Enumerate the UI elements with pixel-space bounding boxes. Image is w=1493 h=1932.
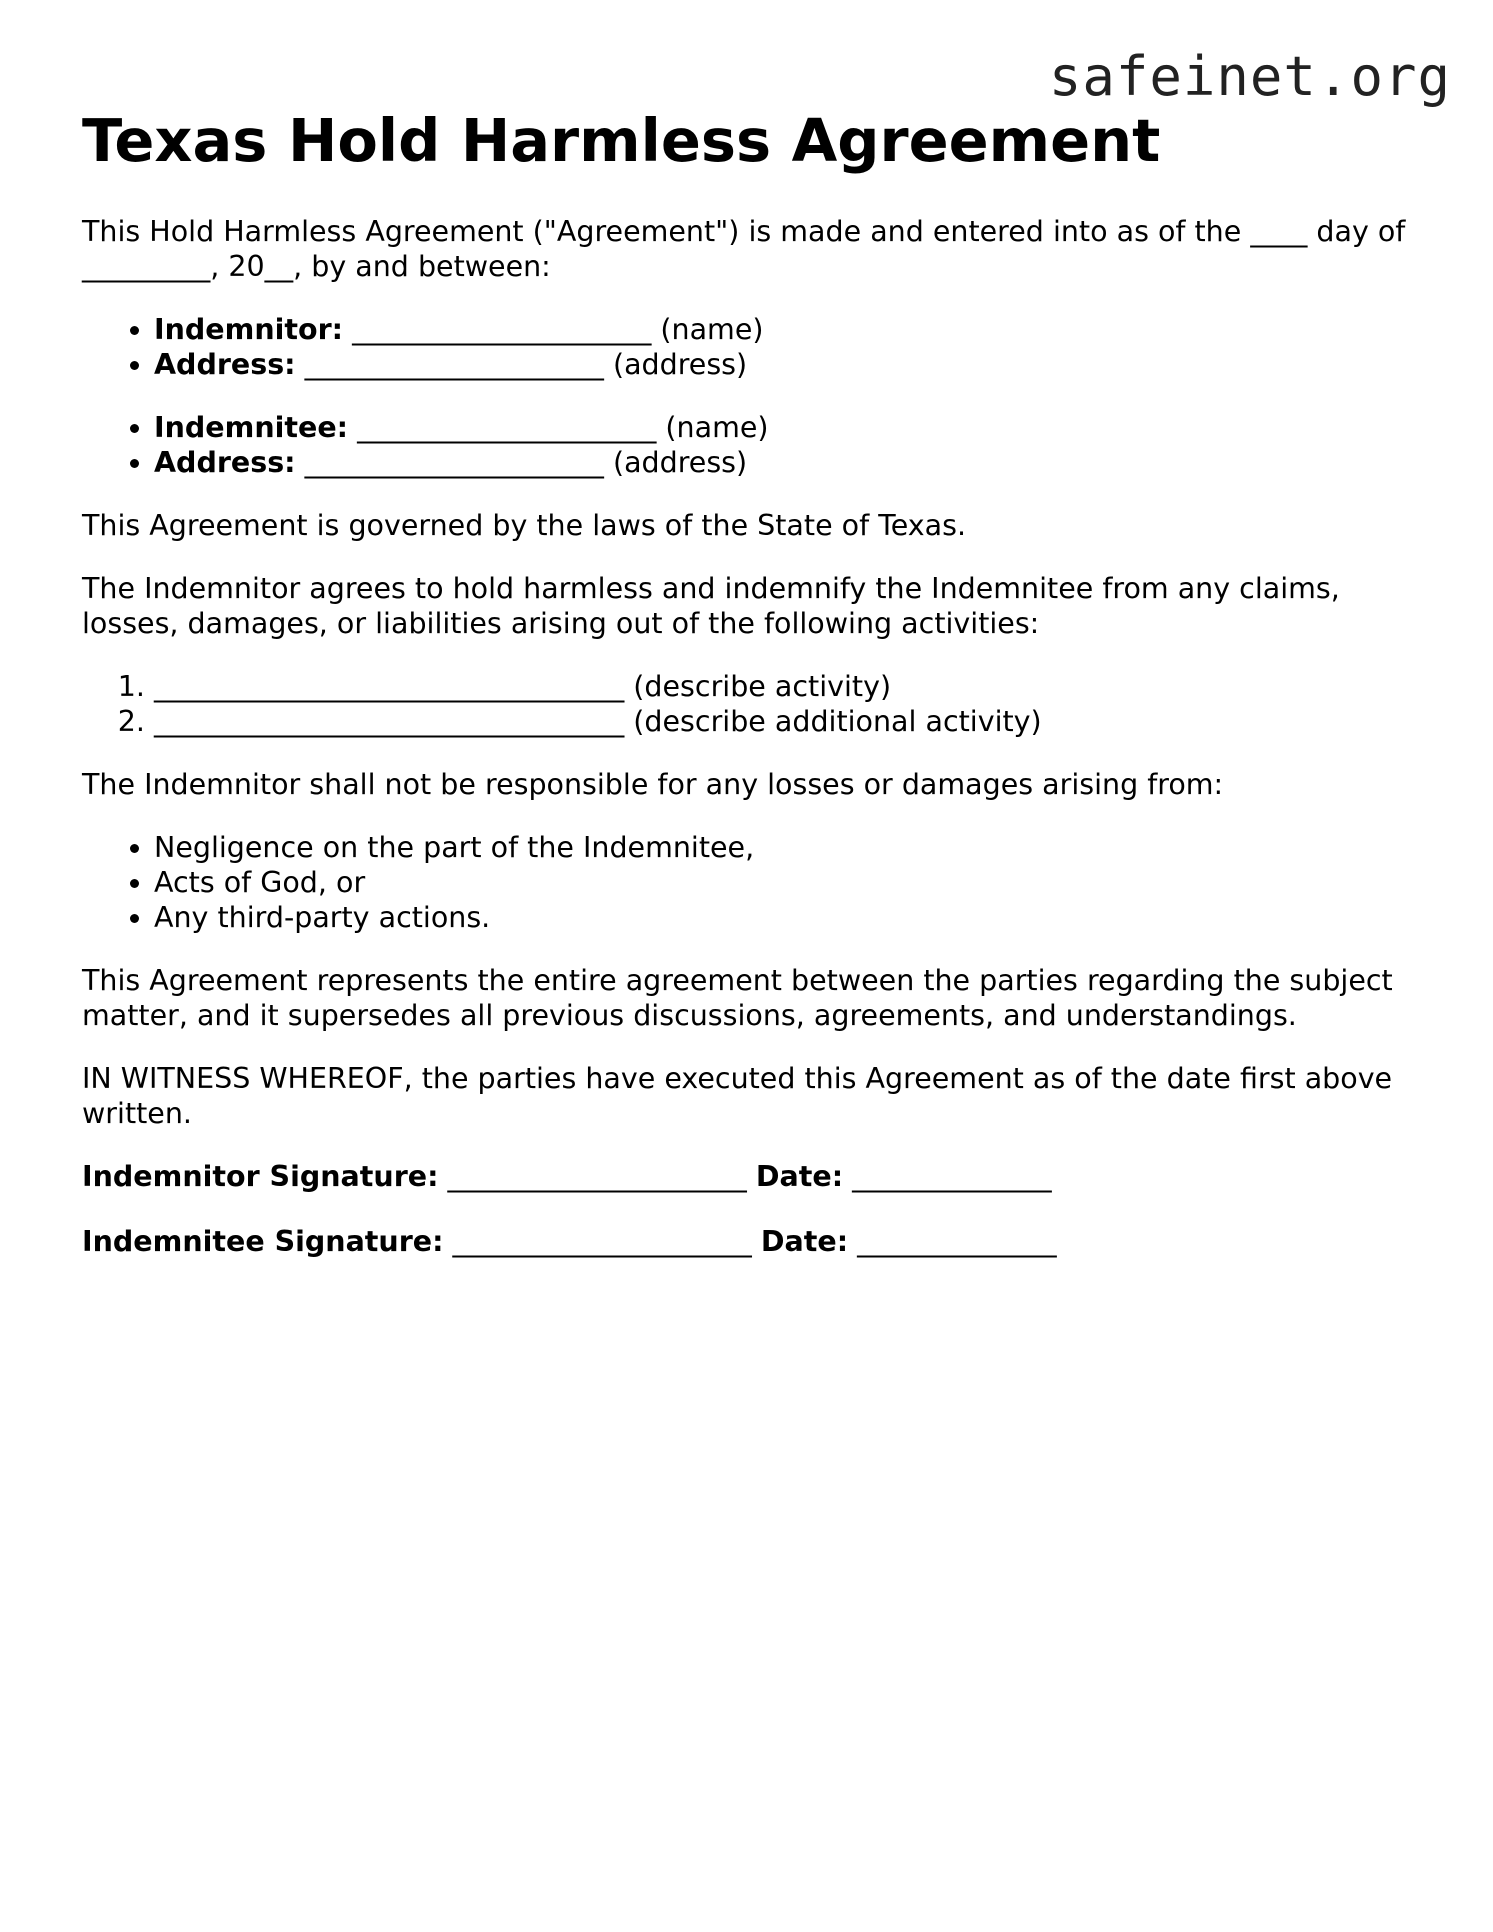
- indemnitor-address-blank: _____________________ (address): [295, 348, 748, 381]
- activity-item: 2. _________________________________ (describe additional activity): [154, 704, 1422, 739]
- indemnitee-list: [82, 410, 1422, 480]
- activities-list: [82, 669, 1422, 739]
- indemnitor-signature-label: Indemnitor Signature:: [82, 1160, 439, 1193]
- exclusion-item: • Acts of God, or: [154, 865, 1422, 900]
- activity-item: 1. _________________________________ (describe activity): [154, 669, 1422, 704]
- indemnitor-signature-line: [82, 1159, 1422, 1194]
- indemnitee-signature-blank: _____________________: [443, 1225, 761, 1258]
- entire-agreement-paragraph: This Agreement represents the entire agreement between the parties regarding the subject matter, and it supersedes all previous discussions, agreements, and understandings.: [82, 964, 1393, 1032]
- indemnitee-label: Indemnitee:: [154, 411, 349, 444]
- exclusion-item: • Negligence on the part of the Indemnitee,: [154, 830, 1422, 865]
- watermark: safeinet.org: [1048, 45, 1451, 108]
- indemnitor-signature-blank: _____________________: [438, 1160, 756, 1193]
- intro-paragraph: This Hold Harmless Agreement ("Agreement") is made and entered into as of the ____ day of _________, 20__, by and between:: [82, 215, 1406, 283]
- document-title: Texas Hold Harmless Agreement: [82, 106, 1161, 175]
- indemnitee-address-blank: _____________________ (address): [295, 446, 748, 479]
- document-body: [82, 108, 1422, 1289]
- indemnitee-date-blank: ______________: [848, 1225, 1057, 1258]
- indemnitee-signature-line: [82, 1224, 1422, 1259]
- indemnitee-address-label: Address:: [154, 446, 296, 479]
- indemnitor-address-label: Address:: [154, 348, 296, 381]
- indemnitor-name-blank: _____________________ (name): [343, 313, 764, 346]
- indemnitor-label: Indemnitor:: [154, 313, 344, 346]
- indemnitor-date-label: Date:: [755, 1160, 844, 1193]
- exclusion-item: • Any third-party actions.: [154, 900, 1422, 935]
- indemnitor-date-blank: ______________: [843, 1160, 1052, 1193]
- witness-paragraph: IN WITNESS WHEREOF, the parties have executed this Agreement as of the date first above written.: [82, 1062, 1393, 1130]
- indemnitee-name-blank: _____________________ (name): [348, 411, 769, 444]
- indemnitor-list: [82, 312, 1422, 382]
- indemnitee-address-item: [154, 445, 1422, 480]
- exclusion-clause: The Indemnitor shall not be responsible for any losses or damages arising from:: [82, 768, 1224, 801]
- indemnitee-name-item: [154, 410, 1422, 445]
- indemnitor-address-item: [154, 347, 1422, 382]
- indemnitee-signature-label: Indemnitee Signature:: [82, 1225, 444, 1258]
- indemnitee-date-label: Date:: [760, 1225, 849, 1258]
- indemnitor-name-item: [154, 312, 1422, 347]
- exclusions-list: [82, 830, 1422, 935]
- governing-law-paragraph: This Agreement is governed by the laws of the State of Texas.: [82, 509, 967, 542]
- indemnify-clause: The Indemnitor agrees to hold harmless and indemnify the Indemnitee from any claims, losses, damages, or liabilities arising out of the following activities:: [82, 572, 1340, 640]
